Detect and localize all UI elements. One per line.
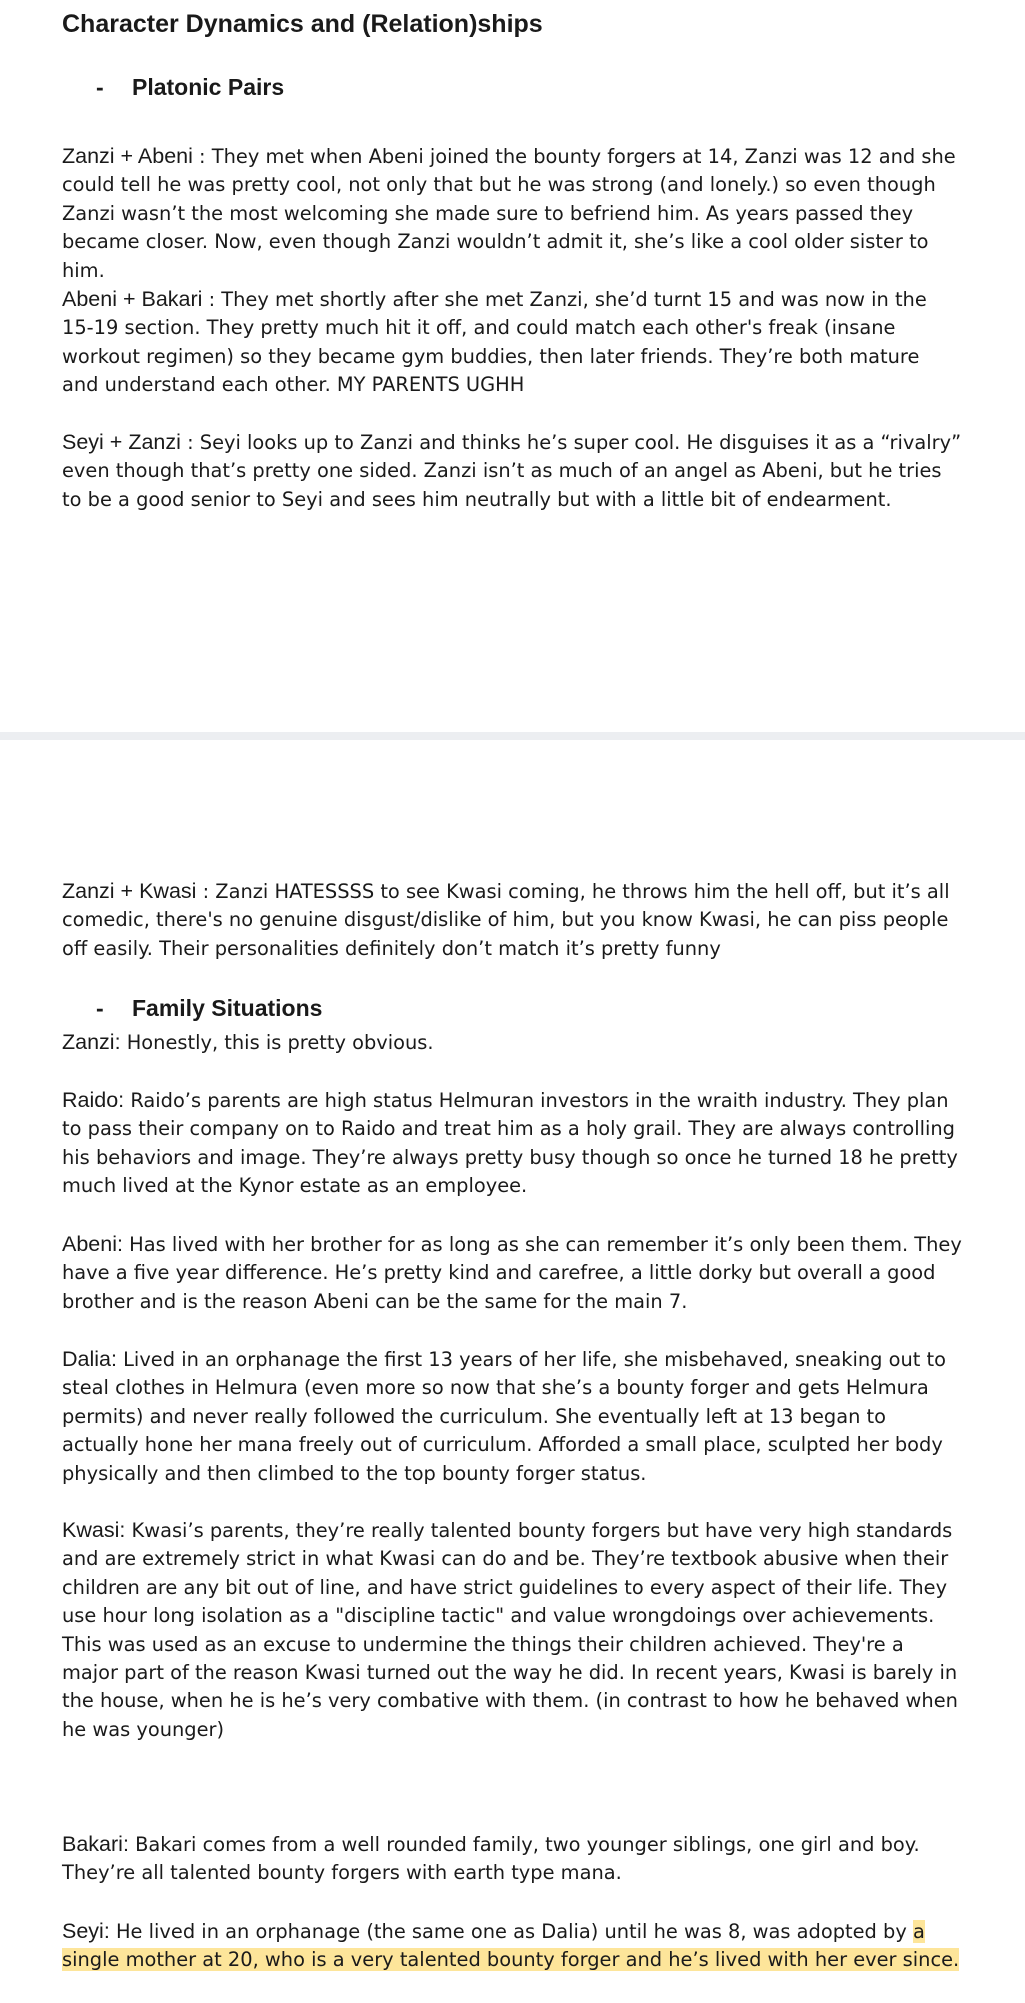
document-page-2 — [0, 740, 1025, 2003]
bullet-dash: - — [96, 74, 104, 100]
section-heading-label: Platonic Pairs — [132, 74, 285, 100]
family-description: Bakari comes from a well rounded family, two younger siblings, one girl and boy. They’re all talented bounty forgers with earth type mana. — [62, 1833, 920, 1885]
document-page-1 — [0, 0, 1025, 732]
family-paragraph-seyi — [62, 1917, 962, 1975]
family-name: Raido: — [62, 1088, 125, 1112]
section-heading-platonic-pairs — [96, 74, 284, 101]
bullet-dash: - — [96, 995, 104, 1021]
pair-name: Abeni + Bakari — [62, 287, 203, 311]
pair-description: : Zanzi HATESSSS to see Kwasi coming, he throws him the hell off, but it’s all comedic, there's no genuine disgust/dislike of him, but you know Kwasi, he can piss people off easily. Their personalities definitely don’t match it’s pretty funny — [62, 880, 950, 960]
family-description: Has lived with her brother for as long as she can remember it’s only been them. They have a five year difference. He’s pretty kind and carefree, a little dorky but overall a good brother and is the reason Abeni can be the same for the main 7. — [62, 1233, 962, 1313]
page-separator — [0, 732, 1025, 740]
family-paragraph-raido — [62, 1086, 962, 1201]
family-name: Zanzi: — [62, 1030, 121, 1054]
pair-paragraph-zanzi-abeni — [62, 142, 962, 285]
pair-description: : They met when Abeni joined the bounty forgers at 14, Zanzi was 12 and she could tell he was pretty cool, not only that but he was strong (and lonely.) so even though Zanzi wasn’t the most welcoming she made sure to befriend him. As years passed they became closer. Now, even though Zanzi wouldn’t admit it, she’s like a cool older sister to him. — [62, 145, 956, 282]
document-title: Character Dynamics and (Relation)ships — [62, 10, 543, 38]
family-name: Kwasi: — [62, 1518, 126, 1542]
family-name: Bakari: — [62, 1832, 129, 1856]
section-heading-family-situations — [96, 995, 322, 1022]
family-name: Seyi: — [62, 1919, 110, 1943]
family-description: He lived in an orphanage (the same one as Dalia) until he was 8, was adopted by — [109, 1920, 913, 1943]
family-paragraph-kwasi — [62, 1516, 962, 1744]
pair-description: : Seyi looks up to Zanzi and thinks he’s super cool. He disguises it as a “rivalry” even though that’s pretty one sided. Zanzi isn’t as much of an angel as Abeni, but he tries to be a good senior to Seyi and sees him neutrally but with a little bit of endearment. — [62, 431, 962, 511]
family-paragraph-bakari — [62, 1830, 962, 1888]
pair-name: Seyi + Zanzi — [62, 430, 181, 454]
pair-name: Zanzi + Abeni — [62, 144, 193, 168]
family-name: Abeni: — [62, 1232, 123, 1256]
family-description: Kwasi’s parents, they’re really talented bounty forgers but have very high standards and are extremely strict in what Kwasi can do and be. They’re textbook abusive when their children are any bit out of line, and have strict guidelines to every aspect of their life. They use hour long isolation as a "discipline tactic" and value wrongdoings over achievements. This was used as an excuse to undermine the things their children achieved. They're a major part of the reason Kwasi turned out the way he did. In recent years, Kwasi is barely in the house, when he is he’s very combative with them. (in contrast to how he behaved when he was younger) — [62, 1519, 958, 1741]
family-paragraph-zanzi — [62, 1028, 962, 1057]
family-description: Lived in an orphanage the first 13 years of her life, she misbehaved, sneaking out to steal clothes in Helmura (even more so now that she’s a bounty forger and gets Helmura permits) and never really followed the curriculum. She eventually left at 13 began to actually hone her mana freely out of curriculum. Afforded a small place, sculpted her body physically and then climbed to the top bounty forger status. — [62, 1348, 947, 1485]
pair-name: Zanzi + Kwasi — [62, 879, 197, 903]
pair-paragraph-seyi-zanzi — [62, 428, 962, 514]
pair-paragraph-zanzi-kwasi — [62, 877, 962, 963]
family-paragraph-abeni — [62, 1230, 962, 1316]
pair-description: : They met shortly after she met Zanzi, she’d turnt 15 and was now in the 15-19 section. They pretty much hit it off, and could match each other's freak (insane workout regimen) so they became gym buddies, then later friends. They’re both mature and understand each other. MY PARENTS UGHH — [62, 288, 927, 397]
pair-paragraph-abeni-bakari — [62, 285, 962, 400]
highlighted-text: a single mother at 20, who is a very talented bounty forger and he’s lived with her ever since. — [62, 1920, 960, 1972]
family-paragraph-dalia — [62, 1345, 962, 1488]
section-heading-label: Family Situations — [132, 995, 323, 1021]
family-description: Raido’s parents are high status Helmuran investors in the wraith industry. They plan to pass their company on to Raido and treat him as a holy grail. They are always controlling his behaviors and image. They’re always pretty busy though so once he turned 18 he pretty much lived at the Kynor estate as an employee. — [62, 1089, 958, 1198]
family-description: Honestly, this is pretty obvious. — [120, 1031, 434, 1054]
family-name: Dalia: — [62, 1347, 117, 1371]
